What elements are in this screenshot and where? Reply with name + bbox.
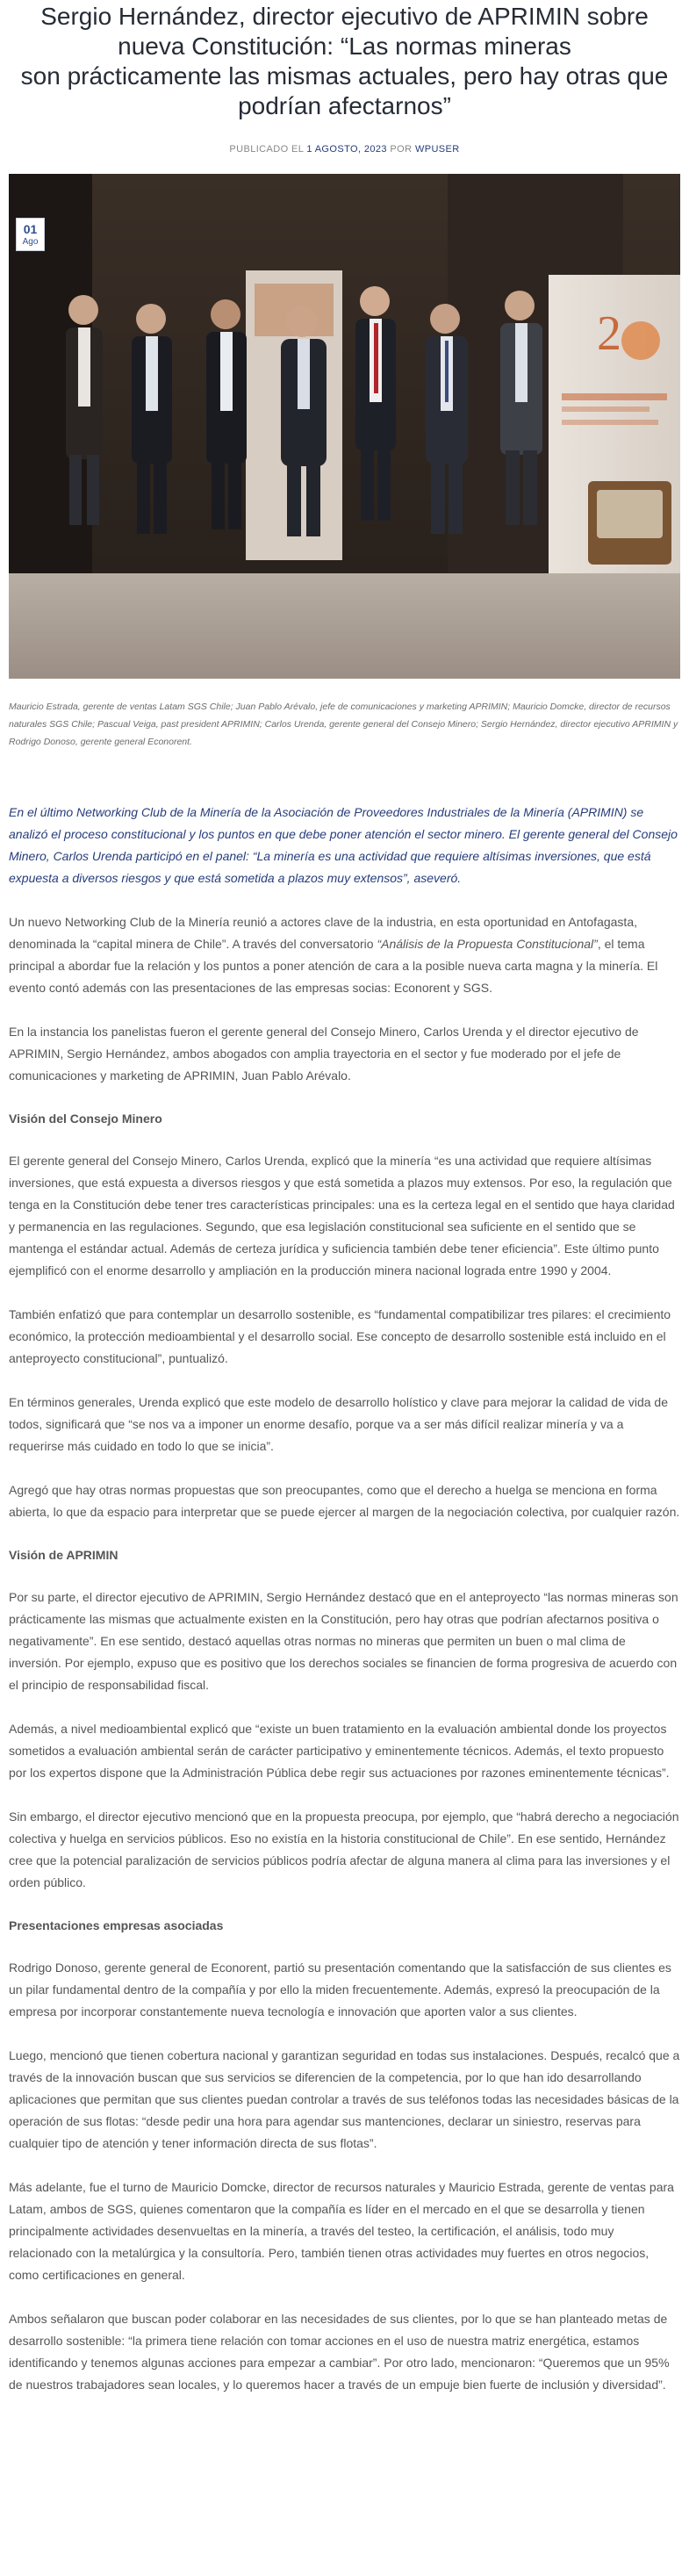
section-heading: Presentaciones empresas asociadas: [9, 1918, 224, 1932]
date-badge: [16, 218, 45, 251]
article-paragraph: Rodrigo Donoso, gerente general de Econorent, partió su presentación comentando que la satisfacción de sus clientes es un pilar fundamental dentro de la compañía y por ello la miden frecuentemente. Además, expresó la preocupación de la empresa por incorporar constantemente nueva tecnología e innovación que aporten valor a sus clientes.: [9, 1961, 671, 2018]
article-paragraph: En la instancia los panelistas fueron el gerente general del Consejo Minero, Carlos Urenda y el director ejecutivo de APRIMIN, Sergio Hernández, ambos abogados con amplia trayectoria en el sector y fue moderado por el jefe de comunicaciones y marketing de APRIMIN, Juan Pablo Arévalo.: [9, 1025, 639, 1083]
article-lead: En el último Networking Club de la Minería de la Asociación de Proveedores Industriales de la Minería (APRIMIN) se analizó el proceso constitucional y los puntos en que debe poner atención el sector minero. El gerente general del Consejo Minero, Carlos Urenda participó en el panel: “La minería es una actividad que requiere altísimas inversiones, que está expuesta a diversos riesgos y que está sometida a plazos muy extensos”, aseveró.: [9, 805, 678, 885]
post-date-link[interactable]: 1 AGOSTO, 2023: [306, 144, 387, 155]
group-photo: [9, 174, 680, 679]
article-paragraph: Ambos señalaron que buscan poder colaborar en las necesidades de sus clientes, por lo que se han planteado metas de desarrollo sostenible: “la primera tiene relación con tomar acciones en el uso de nuestra matriz energética, estamos identificando y tenemos algunas acciones para empezar a cambiar”. Por otro lado, mencionaron: “Queremos que un 95% de nuestros trabajadores sean locales, y lo queremos hacer a través de un empuje bien fuerte de inclusión y diversidad”.: [9, 2312, 670, 2392]
article-paragraph: En términos generales, Urenda explicó que este modelo de desarrollo holístico y clave para mejorar la calidad de vida de todos, significará que “se nos va a imponer un enorme desafío, porque va a ser más difícil realizar minería y va a requerirse más cuidado en todo lo que se inicia”.: [9, 1395, 668, 1453]
featured-image: [9, 174, 680, 679]
section-heading: Visión del Consejo Minero: [9, 1112, 162, 1126]
date-badge-day: 01: [23, 222, 38, 236]
post-title: [0, 0, 689, 121]
article-paragraph: [9, 911, 680, 999]
title-line: Sergio Hernández, director ejecutivo de APRIMIN sobre: [40, 3, 649, 30]
section-heading: Visión de APRIMIN: [9, 1548, 118, 1562]
post-meta: [0, 144, 689, 155]
title-line: nueva Constitución: “Las normas mineras: [118, 32, 571, 60]
article-paragraph: Además, a nivel medioambiental explicó que “existe un buen tratamiento en la evaluación ambiental donde los proyectos sometidos a evaluación ambiental serán de carácter participativo y eminentemente técnicos. Además, el texto propuesto por los expertos dispone que la Administración Pública debe regir sus actuaciones por razones eminentemente técnicas”.: [9, 1722, 670, 1780]
date-badge-month: Ago: [22, 237, 39, 247]
paragraph-text: , el tema principal a abordar fue la relación y los puntos a poner atención de cara a la posible nueva carta magna y la minería. El evento contó además con las presentaciones de las empresas socias: Econorent y SGS.: [9, 937, 658, 995]
title-line: podrían afectarnos”: [238, 92, 451, 119]
paragraph-emphasis: “Análisis de la Propuesta Constitucional”: [377, 937, 598, 951]
article-paragraph: Más adelante, fue el turno de Mauricio Domcke, director de recursos naturales y Mauricio Estrada, gerente de ventas para Latam, ambos de SGS, quienes comentaron que la compañía es líder en el mercado en el que se desarrolla y tienen principalmente actividades desenvueltas en la minería, a través del testeo, la certificación, el análisis, todo muy relacionado con la metalúrgica y la consultoría. Pero, también tienen otras actividades muy fuertes en otros negocios, como certificaciones en general.: [9, 2180, 674, 2282]
article-paragraph: Sin embargo, el director ejecutivo mencionó que en la propuesta preocupa, por ejemplo, que “habrá derecho a negociación colectiva y huelga en servicios públicos. Eso no existía en la historia constitucional de Chile”. En ese sentido, Hernández cree que la potencial paralización de servicios públicos podría afectar de alguna manera al clima para las inversiones y el orden público.: [9, 1810, 679, 1889]
image-caption: Mauricio Estrada, gerente de ventas Latam SGS Chile; Juan Pablo Arévalo, jefe de comunicaciones y marketing APRIMIN; Mauricio Domcke, director de recursos naturales SGS Chile; Pascual Veiga, past president APRIMIN; Carlos Urenda, gerente general del Consejo Minero; Sergio Hernández, director ejecutivo APRIMIN y Rodrigo Donoso, gerente general Econorent.: [9, 702, 678, 747]
paragraph-text: Un nuevo Networking Club de la Minería reunió a actores clave de la industria, en esta oportunidad en Antofagasta, denominada la “capital minera de Chile”. A través del conversatorio: [9, 915, 637, 951]
author-link[interactable]: WPUSER: [414, 144, 460, 155]
published-prefix: PUBLICADO EL: [229, 144, 304, 155]
by-label: POR: [390, 144, 413, 155]
title-line: son prácticamente las mismas actuales, pero hay otras que: [20, 62, 669, 90]
article-paragraph: Luego, mencionó que tienen cobertura nacional y garantizan seguridad en todas sus instalaciones. Después, recalcó que a través de la innovación buscan que sus servicios se diferencien de la competencia, por lo que han ido desarrollando aplicaciones que permitan que sus clientes puedan controlar a través de sus teléfonos todas las necesidades básicas de la operación de sus flotas: “desde pedir una hora para agendar sus mantenciones, declarar un siniestro, reservas para cualquier tipo de atención y tener información directa de sus flotas”.: [9, 2048, 680, 2150]
article-paragraph: También enfatizó que para contemplar un desarrollo sostenible, es “fundamental compatibilizar tres pilares: el crecimiento económico, la protección medioambiental y el desarrollo social. Ese concepto de desarrollo sostenible está incluido en el anteproyecto constitucional”, puntualizó.: [9, 1307, 671, 1365]
article-paragraph: Agregó que hay otras normas propuestas que son preocupantes, como que el derecho a huelga se menciona en forma abierta, lo que da espacio para interpretar que se puede ejercer al margen de la negociación colectiva, por cualquier razón.: [9, 1483, 680, 1519]
article-paragraph: Por su parte, el director ejecutivo de APRIMIN, Sergio Hernández destacó que en el anteproyecto “las normas mineras son prácticamente las mismas que actualmente existen en la Constitución, pero hay otras que podrían afectarnos positiva o negativamente”. En ese sentido, destacó aquellas otras normas no mineras que permiten un buen o mal clima de inversión. Por ejemplo, expuso que es positivo que los derechos sociales se financien de forma progresiva de acuerdo con el principio de responsabilidad fiscal.: [9, 1590, 678, 1692]
article-content: [0, 802, 689, 2396]
svg-text:2: 2: [597, 306, 621, 361]
article-paragraph: El gerente general del Consejo Minero, Carlos Urenda, explicó que la minería “es una actividad que requiere altísimas inversiones, que está expuesta a diversos riesgos y que está sometida a plazos muy extensos. Por eso, la regulación que tenga en la Constitución debe tener tres características principales: una es la certeza legal en el sentido que haya claridad y permanencia en las regulaciones. Segundo, que esa legislación constitucional sea suficiente en el sentido que se mantenga el estándar actual. Además de certeza jurídica y suficiencia también debe tener eficiencia”. Este último punto ejemplificó con el enorme desarrollo y ampliación en la producción minera nacional lograda entre 1990 y 2004.: [9, 1154, 675, 1277]
